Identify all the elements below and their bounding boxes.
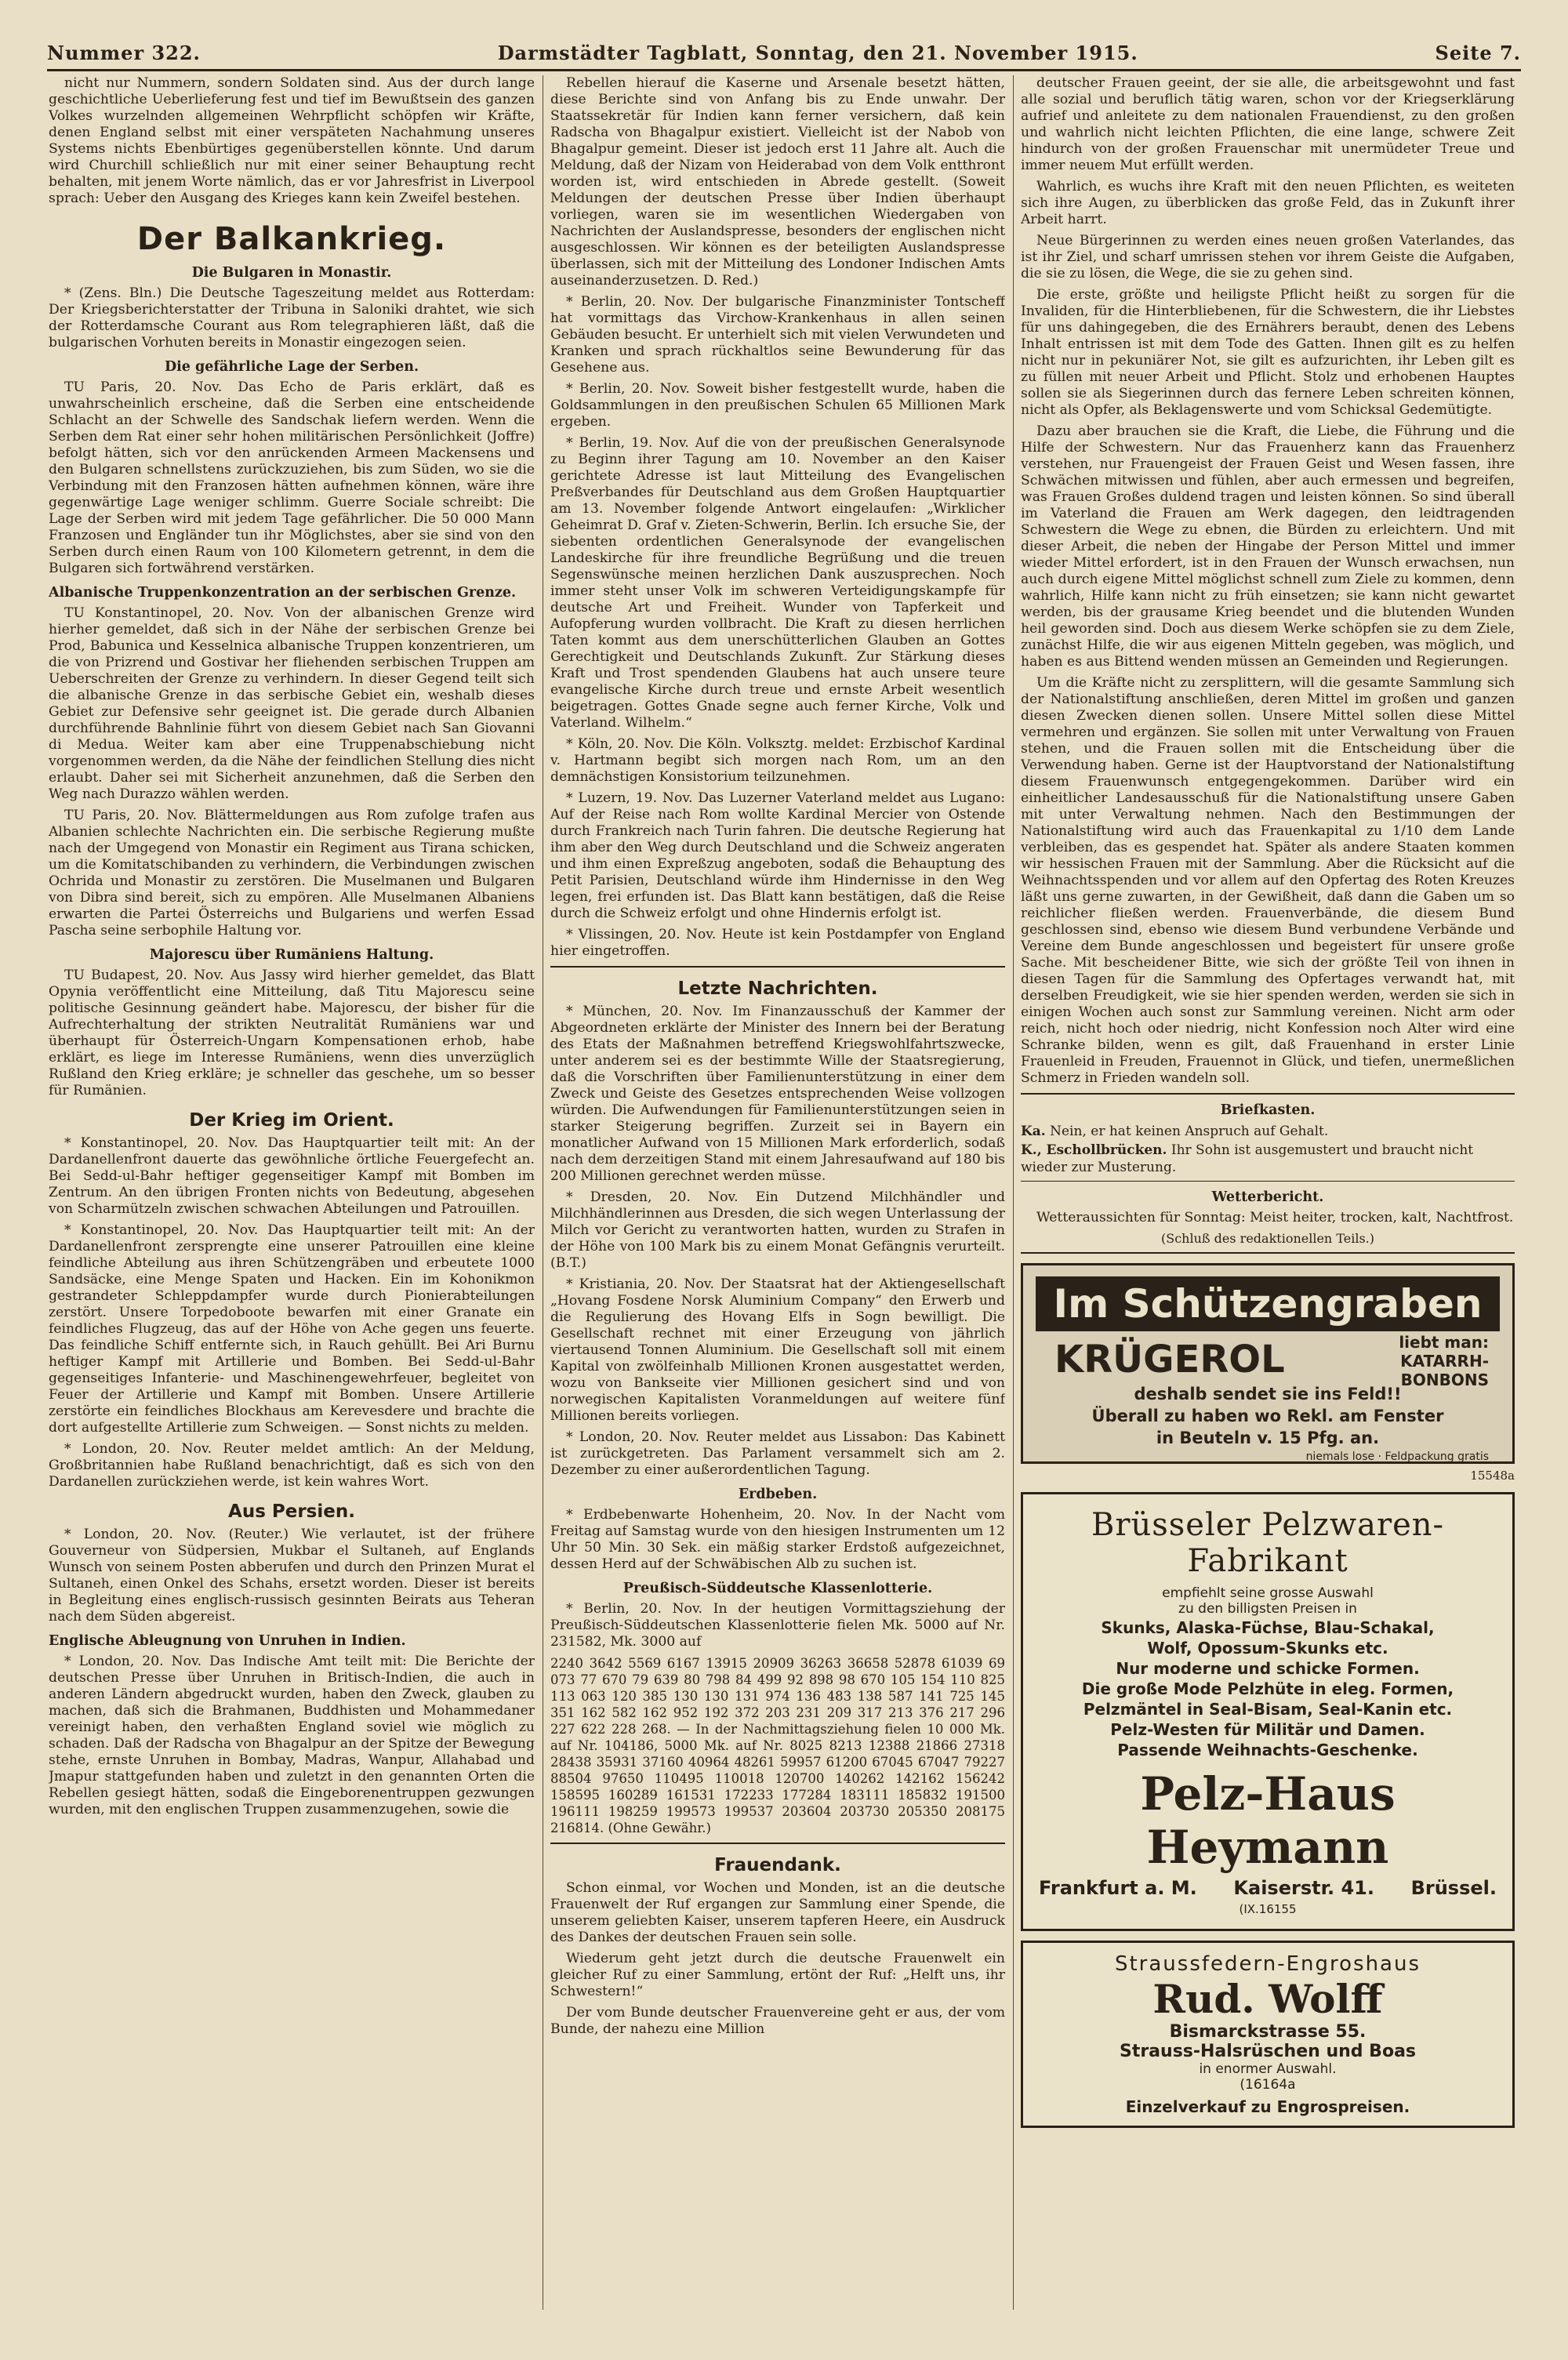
article-heading: Erdbeben.	[738, 1487, 818, 1502]
paragraph: Schon einmal, vor Wochen und Monden, ist an die deutsche Frauenwelt der Ruf ergangen zur Sammlung einer Spende, die unserem geliebten Kaiser, unserem tapferen Heere, ein Ausdruck des Dankes der deutschen Frauen sein solle.	[550, 1880, 1005, 1945]
ad-address: Bismarckstrasse 55.	[1169, 2022, 1367, 2042]
section-title: Wetterbericht.	[1211, 1189, 1324, 1205]
paragraph: * (Zens. Bln.) Die Deutsche Tageszeitung meldet aus Rotterdam: Der Kriegsberichterstatter der Tribuna in Saloniki drahtet, wie sich der Rotterdamsche Courant aus Rom telegraphieren läßt, daß die bulgarischen Vorhuten bereits in Monastir eingezogen seien.	[49, 285, 535, 350]
paragraph: Wiederum geht jetzt durch die deutsche Frauenwelt ein gleicher Ruf zu einer Sammlung, ertönt der Ruf: „Helft uns, ihr Schwestern!“	[550, 1951, 1005, 1999]
ad-city: Frankfurt a. M.	[1039, 1877, 1197, 1899]
article-heading: Englische Ableugnung von Unruhen in Indien.	[49, 1633, 406, 1649]
advertisement-kruegerol	[1021, 1263, 1515, 1464]
paragraph: * Berlin, 20. Nov. Soweit bisher festgestellt wurde, haben die Goldsammlungen in den preußischen Schulen 65 Millionen Mark ergeben.	[550, 381, 1005, 430]
paragraph: nicht nur Nummern, sondern Soldaten sind. Aus der durch lange geschichtliche Ueberlieferung fest und tief im Bewußtsein des ganzen Volkes wurzelnden allgemeinen Wehrpflicht schöpfen wir Kräfte, denen England selbst mit einer verspäteten Nachahmung unseres Systems nichts Ebenbürtiges gegenüberstellen könnte. Und darum wird Churchill schließlich nur mit einer seiner Behauptung recht behalten, mit jenem Worte nämlich, das er vor Jahresfrist in Liverpool sprach: Ueber den Ausgang des Krieges kann kein Zweifel bestehen.	[49, 75, 535, 206]
editorial-end-note: (Schluß des redaktionellen Teils.)	[1161, 1231, 1374, 1246]
ad-text: KATARRH-	[1400, 1352, 1489, 1371]
ad-text: in enormer Auswahl.	[1199, 2061, 1337, 2077]
ad-text: deshalb sendet sie ins Feld!!	[1134, 1385, 1402, 1403]
column-2	[550, 75, 1005, 2310]
section-title: Frauendank.	[714, 1855, 841, 1875]
paragraph: * Dresden, 20. Nov. Ein Dutzend Milchhändler und Milchhändlerinnen aus Dresden, die sich wegen Unterlassung der Milch vor Gericht zu verantworten hatten, wurden zu Strafen in der Höhe von 100 Mark bis zu einem Monat Gefängnis verurteilt. (B.T.)	[550, 1189, 1005, 1271]
letterbox-answer: Ihr Sohn ist ausgemustert und braucht nicht wieder zur Musterung.	[1021, 1142, 1474, 1175]
ad-title: Straussfedern-Engroshaus	[1114, 1952, 1421, 1976]
ad-text: Pelzmäntel in Seal-Bisam, Seal-Kanin etc.	[1083, 1700, 1453, 1719]
ad-text: in Beuteln v. 15 Pfg. an.	[1156, 1429, 1380, 1447]
section-title: Briefkasten.	[1220, 1102, 1316, 1118]
paragraph: * Vlissingen, 20. Nov. Heute ist kein Postdampfer von England hier eingetroffen.	[550, 927, 1005, 959]
paragraph: * Kristiania, 20. Nov. Der Staatsrat hat der Aktiengesellschaft „Hovang Fosdene Norsk Aluminium Company“ den Erwerb und die Regulierung des Hovang Elfs in Sogn bewilligt. Die Gesellschaft rechnet mit einer Erzeugung von jährlich viertausend Tonnen Aluminium. Die Gesellschaft soll mit einem Kapital von zwölfeinhalb Millionen Kronen ausgestattet werden, wozu von Bankseite vier Millionen gesichert sind und von norwegischen Kapitalisten Voranmeldungen auf weitere fünf Millionen bereits vorliegen.	[550, 1276, 1005, 1424]
paragraph: * Köln, 20. Nov. Die Köln. Volksztg. meldet: Erzbischof Kardinal v. Hartmann begibt sich morgen nach Rom, um an den demnächstigen Konsistorium teilzunehmen.	[550, 736, 1005, 785]
ad-text: Überall zu haben wo Rekl. am Fenster	[1091, 1407, 1444, 1425]
ad-text: Skunks, Alaska-Füchse, Blau-Schakal,	[1101, 1618, 1435, 1637]
ad-text: Pelz-Westen für Militär und Damen.	[1110, 1720, 1425, 1739]
advertisement-rud-wolff	[1021, 1941, 1515, 2128]
section-title: Der Balkankrieg.	[136, 221, 447, 257]
paragraph: TU Paris, 20. Nov. Blättermeldungen aus Rom zufolge trafen aus Albanien schlechte Nachrichten ein. Die serbische Regierung mußte nach der Umgegend von Monastir ein Regiment aus Tirana schicken, um die Komitatschibanden zu verhindern, die Verbindungen zwischen Ochrida und Monastir zu zerstören. Die Muselmanen und Bulgaren von Dibra sind bereit, sich zu empören. Alle Muselmanen Albaniens erwarten die Partei Österreichs und Bulgariens und werfen Essad Pascha seine serbophile Haltung vor.	[49, 808, 535, 939]
paragraph: Die erste, größte und heiligste Pflicht heißt zu sorgen für die Invaliden, für die Hinterbliebenen, für die Schwestern, die ihr Liebstes für uns dahingegeben, die des Ernährers beraubt, denen des Lebens Inhalt entrissen ist mit dem Tode des Gatten. Ihnen gilt es zu helfen nicht nur in pekuniärer Not, sie gilt es aufzurichten, ihr Leben gilt es zu füllen mit neuer Arbeit und Pflicht. Stolz und erhobenen Hauptes sollen sie als Siegerinnen durch das fernere Leben schreiten können, nicht als Opfer, als Beklagenswerte und vom Schicksal Gedemütigte.	[1021, 287, 1515, 418]
ad-company-name: Pelz-Haus Heymann	[1140, 1767, 1396, 1874]
ad-city: Brüssel.	[1410, 1877, 1497, 1899]
paragraph: * London, 20. Nov. (Reuter.) Wie verlautet, ist der frühere Gouverneur von Südpersien, Mukbar el Sultaneh, auf Englands Wunsch von seinem Posten abberufen und durch den Prinzen Murat el Sultaneh, einen Onkel des Schahs, ersetzt worden. Dieser ist bereits in Begleitung eines englisch-russisch gesinnten Beirats aus Teheran nach dem Süden abgereist.	[49, 1527, 535, 1625]
section-title: Aus Persien.	[228, 1501, 355, 1522]
header-rule	[47, 69, 1521, 71]
paragraph: * Berlin, 19. Nov. Auf die von der preußischen Generalsynode zu Beginn ihrer Tagung am 10. November an den Kaiser gerichtete Adresse ist laut Mitteilung des Evangelischen Preßverbandes für Deutschland aus dem Großen Hauptquartier am 13. November folgende Antwort eingelaufen: „Wirklicher Geheimrat D. Graf v. Zieten-Schwerin, Berlin. Ich ersuche Sie, der siebenten ordentlichen Generalsynode der evangelischen Landeskirche für ihre freundliche Begrüßung und die treuen Segenswünsche meinen herzlichen Dank auszusprechen. Noch immer steht unser Volk im schweren Verteidigungskampfe für deutsche Art und Freiheit. Wunder von Tapferkeit und Aufopferung wurden vollbracht. Die Kraft zu diesen herrlichen Taten kommt aus dem unerschütterlichen Glauben an Gottes Gerechtigkeit und Deutschlands Zukunft. Zur Stärkung dieses Kraft und Trost spendenden Glaubens hat auch unsere teure evangelische Kirche durch treue und ernste Arbeit wesentlich beigetragen. Gottes Gnade segne auch ferner Kirche, Volk und Vaterland. Wilhelm.“	[550, 435, 1005, 731]
ad-number: (IX.16155	[1239, 1902, 1297, 1916]
paragraph: Rebellen hierauf die Kaserne und Arsenale besetzt hätten, diese Berichte sind von Anfang bis zu Ende unwahr. Der Staatssekretär für Indien kann ferner versichern, daß kein Radscha von Bhagalpur existiert. Vielleicht ist der Nabob von Bhagalpur gemeint. Dieser ist jedoch erst 11 Jahre alt. Auch die Meldung, daß der Nizam von Heiderabad von dem Volk entthront worden ist, wird entschieden in Abrede gestellt. (Soweit Meldungen der deutschen Presse über Indien überhaupt vorliegen, waren sie im wesentlichen Wiedergaben von Nachrichten der Auslandspresse, besonders der englischen nicht ausgeschlossen. Wir können es der beteiligten Auslandspresse überlassen, sich mit der Mitteilung des Londoner Indischen Amts auseinanderzusetzen. D. Red.)	[550, 75, 1005, 289]
letterbox-key: K., Eschollbrücken.	[1021, 1142, 1167, 1158]
lottery-numbers: 2240 3642 5569 6167 13915 20909 36263 36658 52878 61039 69 073 77 670 79 639 80 798 84 499 92 898 98 670 105 154 110 825 113 063 120 385 130 130 131 974 136 483 138 587 141 725 145 351 162 582 162 952 192 372 203 231 209 317 213 376 217 296 227 622 228 268. — In der Nachmittagsziehung fielen 10 000 Mk. auf Nr. 104186, 5000 Mk. auf Nr. 8025 8213 12388 21866 27318 28438 35931 37160 40964 48261 59957 61200 67045 67047 79227 88504 97650 110495 110018 120700 140262 142162 156242 158595 160289 161531 172233 177284 183111 185832 191500 196111 198259 199573 199537 203604 203730 205350 208175 216814. (Ohne Gewähr.)	[550, 1656, 1005, 1835]
paragraph: * Berlin, 20. Nov. In der heutigen Vormittagsziehung der Preußisch-Süddeutschen Klassenlotterie fielen Mk. 5000 auf Nr. 231582, Mk. 3000 auf	[550, 1601, 1005, 1650]
paragraph: deutscher Frauen geeint, der sie alle, die arbeitsgewohnt und fast alle sozial und beruflich tätig waren, schon vor der Kriegserklärung aufrief und anleitete zu dem nationalen Frauendienst, zu den großen und wahrlich nicht leichten Pflichten, die eine lange, schwere Zeit hindurch von der großen Frauenschar mit unermüdeter Treue und immer neuem Mut erfüllt werden.	[1021, 75, 1515, 173]
paragraph: * London, 20. Nov. Reuter meldet amtlich: An der Meldung, Großbritannien habe Rußland benachrichtigt, daß es sich von den Dardanellen zurückziehen werde, ist kein wahres Wort.	[49, 1441, 535, 1490]
paragraph: TU Konstantinopel, 20. Nov. Von der albanischen Grenze wird hierher gemeldet, daß sich in der Nähe der serbischen Grenze bei Prod, Babunica und Kesselnica albanische Truppen konzentrieren, um die von Prizrend und Gostivar her fliehenden serbischen Truppen am Ueberschreiten der Grenze zu verhindern. In dieser Gegend teilt sich die albanische Grenze in das serbische Gebiet ein, weshalb dieses Gebiet zur Defensive sehr geeignet ist. Die gerade durch Albanien durchführende Bahnlinie führt von diesem Gebiet nach San Giovanni di Medua. Weiter kam aber eine Truppenabschiebung nicht vorgenommen werden, da die Nähe der feindlichen Stellung dies nicht erlaubt. Daher sei mit Sicherheit anzunehmen, daß die Serben den Weg nach Durazzo wählen werden.	[49, 605, 535, 802]
section-rule	[550, 1843, 1005, 1844]
paragraph: Wahrlich, es wuchs ihre Kraft mit den neuen Pflichten, es weiteten sich ihre Augen, zu überblicken das große Feld, das in Zukunft ihrer Arbeit harrt.	[1021, 179, 1515, 227]
article-heading: Majorescu über Rumäniens Haltung.	[149, 947, 434, 963]
letterbox-entry	[1021, 1142, 1515, 1176]
article-heading: Die gefährliche Lage der Serben.	[164, 359, 419, 375]
letterbox-entry	[1021, 1123, 1515, 1140]
ad-text: zu den billigsten Preisen in	[1178, 1601, 1357, 1617]
paragraph: TU Paris, 20. Nov. Das Echo de Paris erklärt, daß es unwahrscheinlich erscheine, daß die Serben eine entscheidende Schlacht an der Schwelle des Sandschak liefern werden. Wenn die Serben dem Rat einer sehr hohen militärischen Persönlichkeit (Joffre) befolgt hätten, sich vor den anrückenden Armeen Mackensens und den Bulgaren schnellstens zurückzuziehen, bis zum Süden, wo sie die Verbindung mit den Franzosen hätten aufnehmen können, wäre ihre gegenwärtige Lage weniger schlimm. Guerre Sociale schreibt: Die Lage der Serben wird mit jedem Tage gefährlicher. Die 50 000 Mann Franzosen und Engländer tun ihr Möglichstes, aber sie sind von den Serben durch einen Raum von 100 Kilometern getrennt, in dem die Bulgaren sich fortwährend verstärken.	[49, 379, 535, 576]
ad-brand: KRÜGEROL	[1054, 1338, 1285, 1382]
paragraph: Dazu aber brauchen sie die Kraft, die Liebe, die Führung und die Hilfe der Schwestern. Nur das Frauenherz kann das Frauenherz verstehen, nur Frauengeist der Frauen Geist und Wesen fassen, ihre Schwächen mitwissen und fühlen, aber auch ermessen und begreifen, was Frauen Großes duldend tragen und leisten können. So sind überall im Vaterland die Frauen am Werk dagegen, den leidtragenden Schwestern die Wege zu ebnen, die Bürden zu erleichtern. Und mit dieser Arbeit, die neben der Hingabe der Person Mittel und immer wieder Mittel erfordert, ist in den Frauen der Wunsch erwachsen, nun auch durch eigene Mittel möglichst schnell zum Ziele zu kommen, denn wahrlich, Hilfe kann nicht zu früh einsetzen; sie kann nicht gewartet werden, bis der grausame Krieg beendet und die blutenden Wunden heil geworden sind. Doch aus diesem Werke schöpfen sie zu dem Ziele, zunächst Hilfe, die wir aus eigenen Mitteln gegeben, was möglich, und haben es aus Bittend wenden müssen an Gemeinden und Regierungen.	[1021, 423, 1515, 670]
paragraph: * Erdbebenwarte Hohenheim, 20. Nov. In der Nacht vom Freitag auf Samstag wurde von den hiesigen Instrumenten um 12 Uhr 50 Min. 30 Sek. ein mäßig starker Erdstoß aufgezeichnet, dessen Herd auf der Schwäbischen Alb zu suchen ist.	[550, 1507, 1005, 1572]
section-rule	[1021, 1252, 1515, 1254]
letterbox-answer: Nein, er hat keinen Anspruch auf Gehalt.	[1050, 1124, 1329, 1139]
section-rule	[550, 966, 1005, 968]
advertisement-pelzhaus-heymann	[1021, 1492, 1515, 1931]
ad-banner: Im Schützengraben	[1036, 1276, 1500, 1331]
ad-company-name: Rud. Wolff	[1152, 1976, 1383, 2022]
ad-side-text	[1399, 1333, 1489, 1389]
section-rule	[1021, 1181, 1515, 1182]
article-heading: Albanische Truppenkonzentration an der serbischen Grenze.	[49, 585, 517, 601]
ad-text: liebt man:	[1399, 1333, 1489, 1352]
ad-street: Kaiserstr. 41.	[1233, 1877, 1374, 1899]
page-number: Seite 7.	[1435, 41, 1521, 64]
section-title: Letzte Nachrichten.	[677, 978, 878, 999]
ad-text: Nur moderne und schicke Formen.	[1116, 1659, 1420, 1678]
paragraph: * Luzern, 19. Nov. Das Luzerner Vaterland meldet aus Lugano: Auf der Reise nach Rom wollte Kardinal Mercier von Ostende durch Frankreich nach Turin fahren. Die deutsche Regierung hat ihm aber den Weg durch Deutschland und die Schweiz angeraten und ihm einen Expreßzug angeboten, sodaß die Behauptung des Petit Parisien, Deutschland würde ihm Hindernisse in den Weg legen, frei erfunden ist. Das Blatt kann bestätigen, daß die Reise durch die Schweiz erfolgt und ohne Hindernis erfolgt ist.	[550, 790, 1005, 921]
paragraph: * London, 20. Nov. Das Indische Amt teilt mit: Die Berichte der deutschen Presse über Unruhen in Britisch-Indien, die auch in anderen Ländern abgedruckt wurden, haben den Zweck, glauben zu machen, daß sich die Brahmanen, Buddhisten und Mohammedaner vereinigt haben, den verhaßten England soviel wie möglich zu schaden. Daß der Radscha von Bhagalpur an der Spitze der Bewegung stehe, ernste Unruhen in Bombay, Madras, Wanpur, Allahabad und Jmapur stattgefunden haben und zuletzt in den genannten Orten die Rebellen gesiegt hätten, sodaß die Eingeborenentruppen gezwungen wurden, mit den englischen Truppen zusammenzugehen, sowie die	[49, 1654, 535, 1817]
ad-text: Strauss-Halsrüschen und Boas	[1119, 2042, 1417, 2061]
ad-address	[1039, 1877, 1497, 1899]
ad-footer: niemals lose · Feldpackung gratis	[1305, 1450, 1489, 1463]
paragraph: * München, 20. Nov. Im Finanzausschuß der Kammer der Abgeordneten erklärte der Minister des Innern bei der Beratung des Etats der Maßnahmen betreffend Kriegswohlfahrtszwecke, unter anderem sei es der bestimmte Wille der Staatsregierung, daß die Vorschriften über Familienunterstützung in einer dem Zweck und Geiste des Gesetzes entsprechenden Weise vollzogen würden. Die Aufwendungen für Familienunterstützungen seien in starker Steigerung begriffen. Zurzeit sei in Bayern ein monatlicher Aufwand von 15 Millionen Mark erforderlich, sodaß nach dem derzeitigen Stand mit einem Jahresaufwand auf 180 bis 200 Millionen gerechnet werden müsse.	[550, 1004, 1005, 1184]
ad-text: Einzelverkauf zu Engrospreisen.	[1125, 2097, 1410, 2116]
paragraph: * Konstantinopel, 20. Nov. Das Hauptquartier teilt mit: An der Dardanellenfront zersprengte eine unserer Patrouillen eine kleine feindliche Abteilung aus ihren Schützengräben und erbeutete 1000 Sandsäcke, eine Menge Spaten und Hacken. Ein im Kohonikmon gestrandeter Schleppdampfer wurde durch Pionierabteilungen zerstört. Unsere Torpedoboote bewarfen mit einer Granate ein feindliches Flugzeug, das auf der Höhe von Ache gegen uns feuerte. Das feindliche Schiff entfernte sich, in Rauch gehüllt. Bei Ari Burnu heftiger Kampf mit Artillerie und Bomben. Bei Sedd-ul-Bahr gegenseitiges Infanterie- und Maschinengewehrfeuer, begleitet von Feuer der Artillerie und Kampf mit Bomben. Unsere Artillerie zerstörte ein feindliches Blockhaus am Kerevesdere und brachte die dort aufgestellte Artillerie zum Schweigen. — Sonst nichts zu melden.	[49, 1222, 535, 1436]
weather-forecast: Wetteraussichten für Sonntag: Meist heiter, trocken, kalt, Nachtfrost.	[1036, 1210, 1514, 1225]
page-header	[47, 41, 1521, 64]
issue-number: Nummer 322.	[47, 41, 201, 64]
paragraph: TU Budapest, 20. Nov. Aus Jassy wird hierher gemeldet, das Blatt Opynia veröffentlicht eine Mitteilung, daß Titu Majorescu seine politische Gesinnung geändert habe. Majorescu, der bisher für die Aufrechterhaltung der strikten Neutralität Rumäniens war und überhaupt für Österreich-Ungarn Kompensationen erhob, habe erklärt, es liege im Interesse Rumäniens, wenn dies unverzüglich Rußland den Krieg erkläre; je schneller das geschehe, um so besser für Rumänien.	[49, 968, 535, 1098]
paragraph: * Konstantinopel, 20. Nov. Das Hauptquartier teilt mit: An der Dardanellenfront dauerte das gewöhnliche örtliche Feuergefecht an. Bei Sedd-ul-Bahr heftiger gegenseitiger Kampf mit Bomben im Zentrum. An den übrigen Fronten nichts von Bedeutung, abgesehen von Scharmützeln zwischen schwachen Abteilungen und Patrouillen.	[49, 1135, 535, 1217]
paragraph: Der vom Bunde deutscher Frauenvereine geht er aus, der vom Bunde, der nahezu eine Million	[550, 2005, 1005, 2037]
ad-title: Brüsseler Pelzwaren-Fabrikant	[1091, 1507, 1445, 1579]
ad-text: Passende Weihnachts-Geschenke.	[1117, 1741, 1418, 1759]
section-title: Der Krieg im Orient.	[189, 1110, 394, 1131]
column-1	[49, 75, 535, 2310]
ad-number: 15548a	[1470, 1469, 1515, 1483]
paragraph: * London, 20. Nov. Reuter meldet aus Lissabon: Das Kabinett ist zurückgetreten. Das Parlament versammelt sich am 2. Dezember zu einer außerordentlichen Tagung.	[550, 1429, 1005, 1478]
paragraph: Neue Bürgerinnen zu werden eines neuen großen Vaterlandes, das ist ihr Ziel, und scharf umrissen stehen vor ihrem Geiste die Aufgaben, die sie zu lösen, die Wege, die sie zu gehen sind.	[1021, 233, 1515, 281]
paragraph: * Berlin, 20. Nov. Der bulgarische Finanzminister Tontscheff hat vormittags das Virchow-Krankenhaus in allen seinen Gebäuden besucht. Er unterhielt sich mit vielen Verwundeten und Kranken und sprach rückhaltlos seine Bewunderung für das Gesehene aus.	[550, 294, 1005, 376]
column-divider	[1013, 75, 1014, 2310]
ad-text: Wolf, Opossum-Skunks etc.	[1147, 1639, 1388, 1657]
ad-number: (16164a	[1240, 2077, 1296, 2093]
ad-text: empfiehlt seine grosse Auswahl	[1162, 1585, 1374, 1601]
newspaper-title: Darmstädter Tagblatt, Sonntag, den 21. November 1915.	[497, 41, 1138, 64]
ad-text: BONBONS	[1400, 1371, 1489, 1389]
letterbox-key: Ka.	[1021, 1124, 1046, 1139]
ad-text: Die große Mode Pelzhüte in eleg. Formen,	[1081, 1679, 1454, 1698]
section-subtitle: Die Bulgaren in Monastir.	[191, 265, 392, 281]
section-rule	[1021, 1093, 1515, 1095]
column-3	[1021, 75, 1515, 2310]
article-heading: Preußisch-Süddeutsche Klassenlotterie.	[622, 1581, 933, 1596]
paragraph: Um die Kräfte nicht zu zersplittern, will die gesamte Sammlung sich der Nationalstiftung anschließen, deren Mittel im großen und ganzen diesen Zwecken dienen sollen. Unsere Mittel sollen diese Mittel vermehren und ergänzen. Sie sollen mit unter Verwaltung von Frauen stehen, und die Frauen sollen mit die Entscheidung über die Verwendung haben. Gerne ist der Hauptvorstand der Nationalstiftung diesem Frauenwunsch entgegengekommen. Darüber wird ein einheitlicher Landesausschuß für die Nationalstiftung unsere Gaben mit unter Verwaltung nehmen. Nach den Bestimmungen der Nationalstiftung wird auch das Frauenkapital zu 1/10 dem Lande verbleiben, das es gespendet hat. Später als andere Staaten kommen wir hessischen Frauen mit der Sammlung. Aber die Rücksicht auf die Weihnachtsspenden und vor allem auf den Opfertag des Roten Kreuzes läßt uns gerne zuwarten, in der Gewißheit, daß dann die Gaben um so reichlicher fließen werden. Frauenverbände, die diesem Bund geschlossen sind, ebenso wie diesem Bund verbundene Verbände und Vereine dem Bunde angeschlossen und begeistert für unsere große Sache. Mit bescheidener Bitte, wie sich der größte Teil von ihnen in diesen Tagen für die Sammlung des Opfertages verwandt hat, mit derselben Freudigkeit, wie sie hier spenden werden, werden sie sich in einigen Wochen auch sonst zur Sammlung vereinen. Nicht arm oder reich, nicht hoch oder niedrig, nicht Konfession noch Alter wird eine Schranke bilden, wenn es gilt, daß Frauenhand in erster Linie Frauenleid in Freuden, Frauennot in Glück, und tiefen, unermeßlichen Schmerz in Frieden wandeln soll.	[1021, 675, 1515, 1086]
